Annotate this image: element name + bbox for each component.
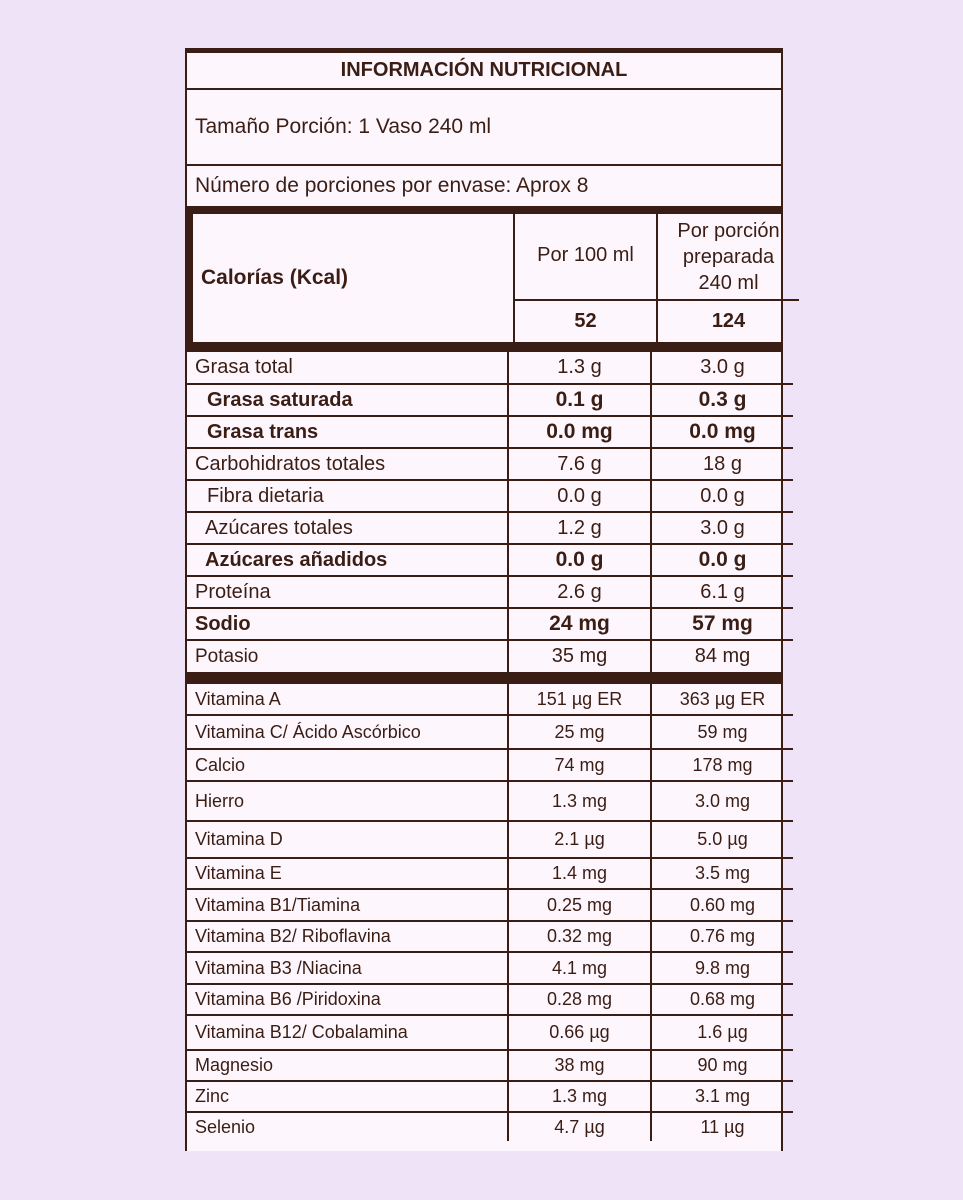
vitamin-per-100ml: 1.3 mg [508, 1081, 651, 1112]
nutrient-row [187, 384, 793, 416]
nutrient-per-serving: 0.0 g [651, 544, 793, 576]
vitamin-name: Magnesio [187, 1050, 508, 1081]
nutrient-per-serving: 18 g [651, 448, 793, 480]
vitamin-row [187, 984, 793, 1015]
vitamin-row [187, 889, 793, 921]
vitamin-name: Vitamina B3 /Niacina [187, 952, 508, 984]
vitamin-row [187, 821, 793, 858]
nutrient-name: Grasa trans [187, 416, 508, 448]
nutrient-name: Sodio [187, 608, 508, 640]
calories-label: Calorías (Kcal) [190, 214, 514, 342]
nutrient-name: Fibra dietaria [187, 480, 508, 512]
nutrient-per-serving: 6.1 g [651, 576, 793, 608]
vitamin-name: Vitamina B2/ Riboflavina [187, 921, 508, 952]
nutrient-name: Grasa total [187, 352, 508, 384]
vitamin-per-100ml: 0.28 mg [508, 984, 651, 1015]
nutrient-name: Carbohidratos totales [187, 448, 508, 480]
nutrient-per-100ml: 1.3 g [508, 352, 651, 384]
vitamin-name: Vitamina A [187, 684, 508, 715]
nutrient-name: Azúcares totales [187, 512, 508, 544]
vitamin-row [187, 921, 793, 952]
vitamin-per-serving: 3.5 mg [651, 858, 793, 889]
vitamin-per-100ml: 151 µg ER [508, 684, 651, 715]
servings-per-container: Número de porciones por envase: Aprox 8 [195, 174, 589, 197]
vitamin-row [187, 749, 793, 781]
nutrient-row [187, 416, 793, 448]
vitamin-per-100ml: 25 mg [508, 715, 651, 749]
vitamin-name: Vitamina E [187, 858, 508, 889]
nutrient-row [187, 576, 793, 608]
vitamin-per-100ml: 38 mg [508, 1050, 651, 1081]
section-divider [187, 342, 781, 352]
nutrient-row [187, 480, 793, 512]
vitamin-per-serving: 59 mg [651, 715, 793, 749]
nutrient-name: Grasa saturada [187, 384, 508, 416]
header-table [187, 53, 781, 206]
nutrient-name: Potasio [195, 645, 259, 667]
vitamin-per-serving: 5.0 µg [651, 821, 793, 858]
vitamin-name: Vitamina C/ Ácido Ascórbico [187, 715, 508, 749]
vitamin-per-serving: 0.76 mg [651, 921, 793, 952]
nutrient-per-100ml: 24 mg [508, 608, 651, 640]
nutrient-per-serving: 3.0 g [651, 352, 793, 384]
vitamin-name: Calcio [187, 749, 508, 781]
nutrient-row [187, 512, 793, 544]
vitamin-per-serving: 0.68 mg [651, 984, 793, 1015]
nutrient-per-serving: 84 mg [651, 640, 793, 672]
vitamin-name: Vitamina B6 /Piridoxina [187, 984, 508, 1015]
vitamin-per-100ml: 2.1 µg [508, 821, 651, 858]
vitamin-per-serving: 3.0 mg [651, 781, 793, 821]
vitamin-name: Selenio [195, 1116, 256, 1137]
nutrient-per-100ml: 35 mg [508, 640, 651, 672]
nutrient-per-100ml: 0.0 g [508, 544, 651, 576]
vitamin-name: Vitamina D [187, 821, 508, 858]
vitamin-row [187, 1112, 793, 1141]
nutrients-table [187, 352, 793, 672]
nutrient-row [187, 352, 793, 384]
vitamin-row [187, 781, 793, 821]
nutrient-per-serving: 57 mg [651, 608, 793, 640]
per-serving-header-line1: Por porción [677, 219, 780, 242]
vitamin-row [187, 1081, 793, 1112]
vitamin-name: Vitamina B12/ Cobalamina [187, 1015, 508, 1050]
nutrient-row [187, 608, 793, 640]
vitamin-row [187, 715, 793, 749]
vitamin-per-100ml: 1.4 mg [508, 858, 651, 889]
nutrient-row [187, 448, 793, 480]
vitamin-row [187, 858, 793, 889]
vitamin-per-serving: 0.60 mg [651, 889, 793, 921]
vitamins-table [187, 684, 793, 1141]
section-divider [187, 672, 781, 684]
nutrient-per-100ml: 0.1 g [508, 384, 651, 416]
nutrient-per-100ml: 2.6 g [508, 576, 651, 608]
nutrition-facts-label [185, 48, 783, 1151]
vitamin-per-serving: 90 mg [651, 1050, 793, 1081]
nutrient-per-100ml: 1.2 g [508, 512, 651, 544]
vitamin-row [187, 684, 793, 715]
nutrient-name: Proteína [187, 576, 508, 608]
per-serving-header-line3: 240 ml [698, 271, 759, 294]
nutrient-per-serving: 3.0 g [651, 512, 793, 544]
vitamin-per-100ml: 0.25 mg [508, 889, 651, 921]
serving-size: Tamaño Porción: 1 Vaso 240 ml [187, 89, 781, 165]
nutrient-per-100ml: 0.0 mg [508, 416, 651, 448]
vitamin-per-serving: 363 µg ER [651, 684, 793, 715]
vitamin-row [187, 952, 793, 984]
per-serving-header [657, 214, 799, 300]
vitamin-name: Hierro [187, 781, 508, 821]
vitamin-per-serving: 9.8 mg [651, 952, 793, 984]
vitamin-per-serving: 178 mg [651, 749, 793, 781]
nutrient-row [187, 544, 793, 576]
vitamin-per-serving: 3.1 mg [651, 1081, 793, 1112]
nutrient-per-serving: 0.0 mg [651, 416, 793, 448]
nutrient-per-serving: 0.3 g [651, 384, 793, 416]
nutrient-row [187, 640, 793, 672]
nutrient-per-100ml: 7.6 g [508, 448, 651, 480]
nutrient-per-100ml: 0.0 g [508, 480, 651, 512]
vitamin-per-serving: 11 µg [651, 1112, 793, 1141]
vitamin-per-serving: 1.6 µg [651, 1015, 793, 1050]
calories-per-serving: 124 [657, 300, 799, 342]
vitamin-per-100ml: 4.7 µg [508, 1112, 651, 1141]
vitamin-per-100ml: 74 mg [508, 749, 651, 781]
vitamin-name: Vitamina B1/Tiamina [187, 889, 508, 921]
vitamin-per-100ml: 0.32 mg [508, 921, 651, 952]
nutrient-name: Azúcares añadidos [187, 544, 508, 576]
vitamin-per-100ml: 1.3 mg [508, 781, 651, 821]
per-serving-header-line2: preparada [682, 245, 775, 268]
vitamin-per-100ml: 4.1 mg [508, 952, 651, 984]
vitamin-row [187, 1050, 793, 1081]
nutrient-per-serving: 0.0 g [651, 480, 793, 512]
vitamin-per-100ml: 0.66 µg [508, 1015, 651, 1050]
calories-per-100ml: 52 [514, 300, 657, 342]
vitamin-row [187, 1015, 793, 1050]
vitamin-name: Zinc [187, 1081, 508, 1112]
per-100ml-header: Por 100 ml [514, 214, 657, 300]
calories-table [187, 214, 799, 342]
label-title: INFORMACIÓN NUTRICIONAL [187, 53, 781, 89]
section-divider [187, 206, 781, 214]
